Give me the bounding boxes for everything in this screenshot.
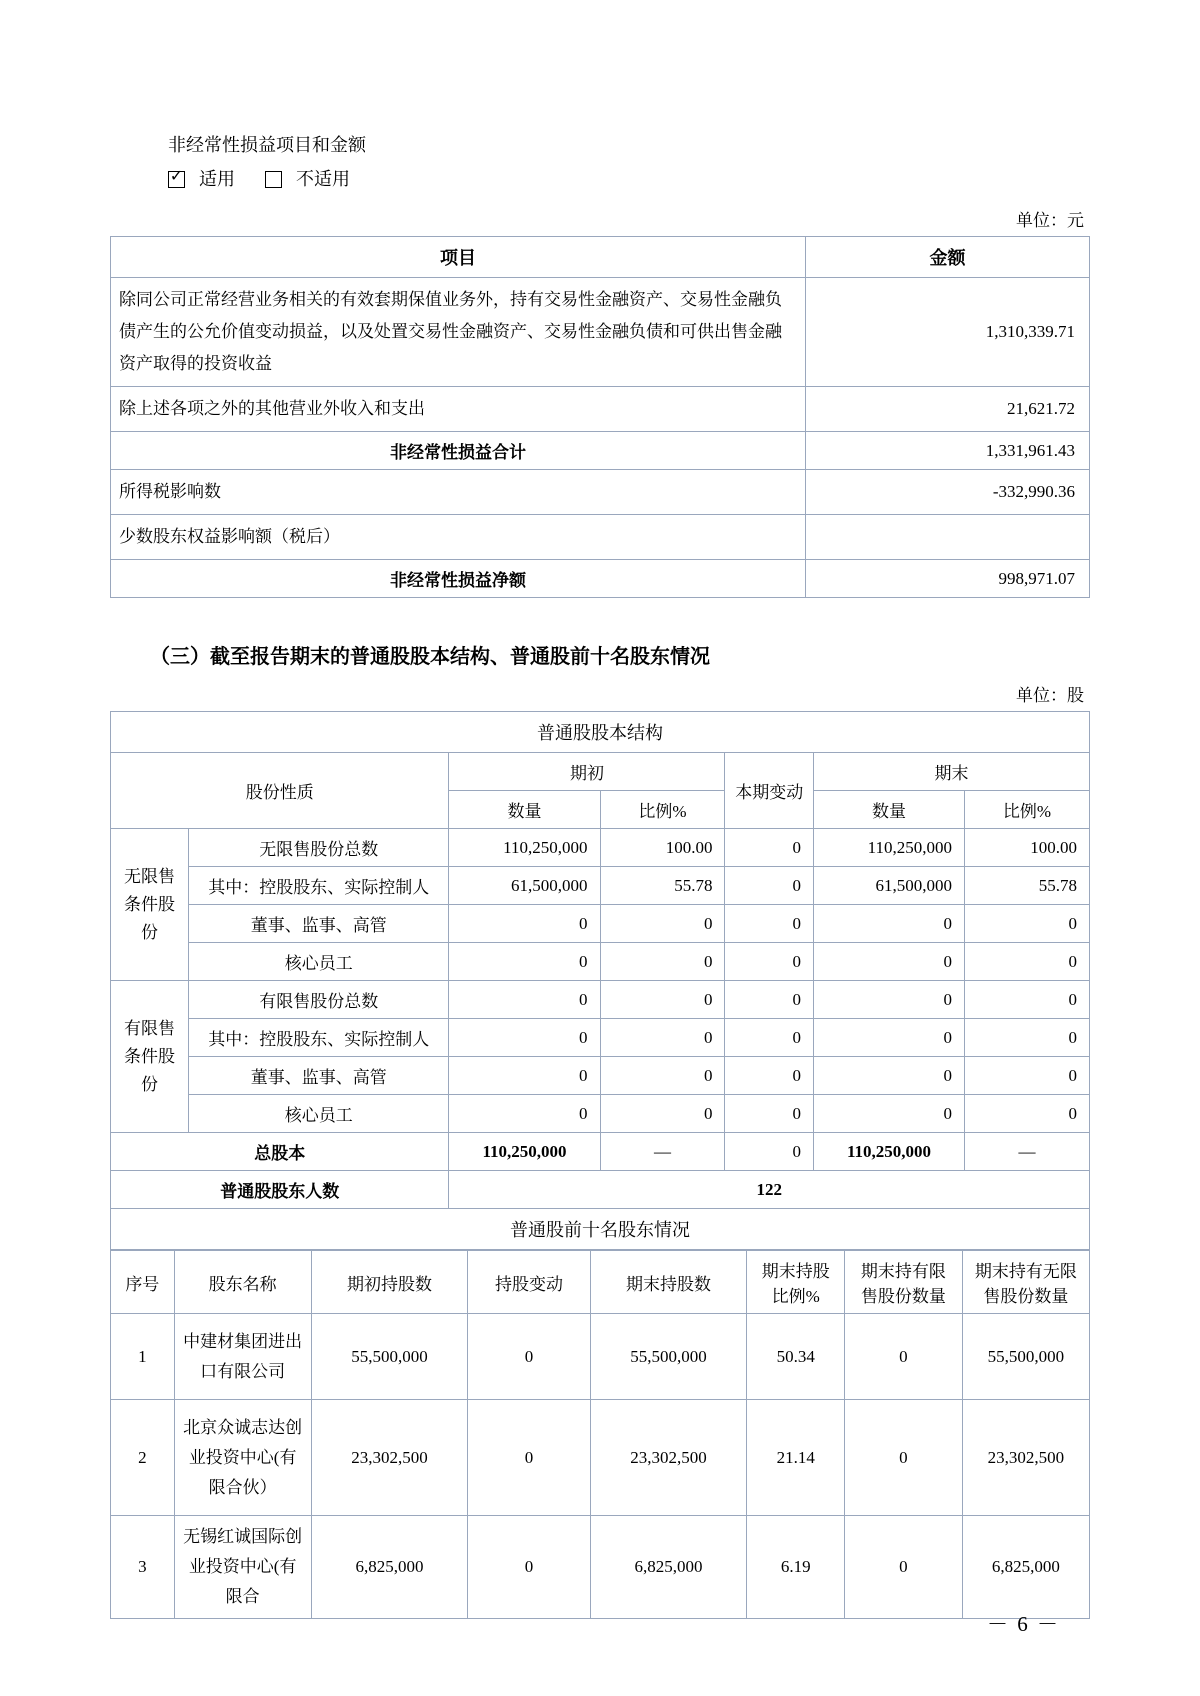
col-header-end-unrestricted: 期末持有无限售股份数量 <box>962 1251 1089 1314</box>
col-header-end-qty: 数量 <box>813 791 964 829</box>
table-header-row <box>111 1251 1090 1314</box>
col-header-shares-change: 持股变动 <box>468 1251 590 1314</box>
end-qty: 0 <box>813 1095 964 1133</box>
table-total-row <box>111 1133 1090 1171</box>
row-label: 其中：控股股东、实际控制人 <box>189 867 449 905</box>
row-item-label: 所得税影响数 <box>111 470 806 515</box>
table-row <box>111 1314 1090 1400</box>
table-row <box>111 470 1090 515</box>
holder-end-unrestricted: 23,302,500 <box>962 1400 1089 1516</box>
end-ratio: 0 <box>965 905 1090 943</box>
col-header-end: 期末 <box>813 753 1089 791</box>
holder-begin-shares: 55,500,000 <box>311 1314 468 1400</box>
col-header-begin-shares: 期初持股数 <box>311 1251 468 1314</box>
end-qty: 110,250,000 <box>813 829 964 867</box>
applicable-checkbox[interactable] <box>168 171 185 188</box>
holder-end-ratio: 50.34 <box>747 1314 845 1400</box>
begin-qty: 61,500,000 <box>449 867 600 905</box>
holder-end-shares: 55,500,000 <box>590 1314 747 1400</box>
holder-end-unrestricted: 55,500,000 <box>962 1314 1089 1400</box>
total-begin-ratio: — <box>600 1133 725 1171</box>
row-item-amount: 998,971.07 <box>806 560 1090 598</box>
holder-name: 北京众诚志达创业投资中心(有限合伙） <box>174 1400 311 1516</box>
end-ratio: 55.78 <box>965 867 1090 905</box>
holder-shares-change: 0 <box>468 1516 590 1619</box>
begin-ratio: 55.78 <box>600 867 725 905</box>
row-item-amount: 21,621.72 <box>806 387 1090 432</box>
table-header-row <box>111 237 1090 278</box>
top-holders-table <box>110 1250 1090 1619</box>
end-ratio: 0 <box>965 981 1090 1019</box>
table-caption-row <box>111 712 1090 753</box>
nonrecurring-items-table <box>110 236 1090 598</box>
holder-no: 1 <box>111 1314 175 1400</box>
change: 0 <box>725 905 814 943</box>
row-item-label: 非经常性损益合计 <box>111 432 806 470</box>
holder-name: 无锡红诚国际创业投资中心(有限合 <box>174 1516 311 1619</box>
begin-ratio: 0 <box>600 1019 725 1057</box>
col-header-amount: 金额 <box>806 237 1090 278</box>
holder-name: 中建材集团进出口有限公司 <box>174 1314 311 1400</box>
begin-ratio: 100.00 <box>600 829 725 867</box>
holders-count-label: 普通股股东人数 <box>111 1171 449 1209</box>
begin-qty: 0 <box>449 1057 600 1095</box>
table-row <box>111 560 1090 598</box>
end-qty: 0 <box>813 943 964 981</box>
row-label: 其中：控股股东、实际控制人 <box>189 1019 449 1057</box>
begin-ratio: 0 <box>600 943 725 981</box>
holder-end-shares: 6,825,000 <box>590 1516 747 1619</box>
total-label: 总股本 <box>111 1133 449 1171</box>
holder-end-ratio: 21.14 <box>747 1400 845 1516</box>
holder-end-unrestricted: 6,825,000 <box>962 1516 1089 1619</box>
table-row <box>111 905 1090 943</box>
table-row <box>111 1057 1090 1095</box>
caption-top-holders: 普通股前十名股东情况 <box>111 1209 1090 1250</box>
row-label: 有限售股份总数 <box>189 981 449 1019</box>
page-number: － 6 － <box>987 1612 1060 1636</box>
end-qty: 61,500,000 <box>813 867 964 905</box>
table-row <box>111 515 1090 560</box>
holder-shares-change: 0 <box>468 1314 590 1400</box>
row-item-label: 除同公司正常经营业务相关的有效套期保值业务外，持有交易性金融资产、交易性金融负债产生的公允价值变动损益，以及处置交易性金融资产、交易性金融负债和可供出售金融资产取得的投资收益 <box>111 278 806 387</box>
row-item-label: 非经常性损益净额 <box>111 560 806 598</box>
applicability-row <box>168 164 1090 194</box>
table-caption-row <box>111 1209 1090 1250</box>
begin-ratio: 0 <box>600 1057 725 1095</box>
holder-begin-shares: 23,302,500 <box>311 1400 468 1516</box>
holder-end-shares: 23,302,500 <box>590 1400 747 1516</box>
row-label: 无限售股份总数 <box>189 829 449 867</box>
change: 0 <box>725 1019 814 1057</box>
begin-qty: 0 <box>449 943 600 981</box>
table-row <box>111 943 1090 981</box>
holder-end-restricted: 0 <box>845 1400 962 1516</box>
col-header-begin-qty: 数量 <box>449 791 600 829</box>
row-label: 董事、监事、高管 <box>189 1057 449 1095</box>
end-qty: 0 <box>813 981 964 1019</box>
table-row <box>111 1019 1090 1057</box>
row-label: 核心员工 <box>189 1095 449 1133</box>
total-change: 0 <box>725 1133 814 1171</box>
group-label-unrestricted: 无限售条件股份 <box>111 829 189 981</box>
unit-yuan-label: 单位：元 <box>1016 211 1084 230</box>
col-header-begin: 期初 <box>449 753 725 791</box>
end-ratio: 0 <box>965 943 1090 981</box>
row-item-label: 除上述各项之外的其他营业外收入和支出 <box>111 387 806 432</box>
table-row <box>111 1400 1090 1516</box>
holder-no: 2 <box>111 1400 175 1516</box>
change: 0 <box>725 867 814 905</box>
table-row <box>111 829 1090 867</box>
row-item-amount: -332,990.36 <box>806 470 1090 515</box>
change: 0 <box>725 981 814 1019</box>
col-header-end-shares: 期末持股数 <box>590 1251 747 1314</box>
col-header-item: 项目 <box>111 237 806 278</box>
begin-ratio: 0 <box>600 1095 725 1133</box>
row-label: 核心员工 <box>189 943 449 981</box>
row-item-amount: 1,331,961.43 <box>806 432 1090 470</box>
section-title: （三）截至报告期末的普通股股本结构、普通股前十名股东情况 <box>150 646 710 668</box>
begin-ratio: 0 <box>600 981 725 1019</box>
change: 0 <box>725 943 814 981</box>
table-row <box>111 981 1090 1019</box>
not-applicable-checkbox[interactable] <box>265 171 282 188</box>
end-qty: 0 <box>813 1019 964 1057</box>
row-item-amount: 1,310,339.71 <box>806 278 1090 387</box>
holder-end-restricted: 0 <box>845 1314 962 1400</box>
col-header-begin-ratio: 比例% <box>600 791 725 829</box>
total-begin-qty: 110,250,000 <box>449 1133 600 1171</box>
col-header-end-ratio: 比例% <box>965 791 1090 829</box>
total-end-qty: 110,250,000 <box>813 1133 964 1171</box>
table-row <box>111 278 1090 387</box>
holders-count-value: 122 <box>449 1171 1090 1209</box>
change: 0 <box>725 1057 814 1095</box>
row-label: 董事、监事、高管 <box>189 905 449 943</box>
intro-text: 非经常性损益项目和金额 <box>168 135 366 155</box>
holder-no: 3 <box>111 1516 175 1619</box>
holder-end-restricted: 0 <box>845 1516 962 1619</box>
col-header-nature: 股份性质 <box>111 753 449 829</box>
end-ratio: 0 <box>965 1095 1090 1133</box>
begin-qty: 0 <box>449 905 600 943</box>
share-structure-table <box>110 711 1090 1250</box>
col-header-end-restricted: 期末持有限售股份数量 <box>845 1251 962 1314</box>
table-holders-count-row <box>111 1171 1090 1209</box>
total-end-ratio: — <box>965 1133 1090 1171</box>
holder-end-ratio: 6.19 <box>747 1516 845 1619</box>
table-row <box>111 1516 1090 1619</box>
not-applicable-label: 不适用 <box>296 169 350 189</box>
row-item-amount <box>806 515 1090 560</box>
caption-share-structure: 普通股股本结构 <box>111 712 1090 753</box>
begin-qty: 0 <box>449 1095 600 1133</box>
end-ratio: 0 <box>965 1019 1090 1057</box>
col-header-no: 序号 <box>111 1251 175 1314</box>
begin-ratio: 0 <box>600 905 725 943</box>
row-item-label: 少数股东权益影响额（税后） <box>111 515 806 560</box>
holder-shares-change: 0 <box>468 1400 590 1516</box>
begin-qty: 0 <box>449 981 600 1019</box>
change: 0 <box>725 829 814 867</box>
end-ratio: 0 <box>965 1057 1090 1095</box>
col-header-holder-name: 股东名称 <box>174 1251 311 1314</box>
begin-qty: 110,250,000 <box>449 829 600 867</box>
table-header-row <box>111 753 1090 791</box>
table-row <box>111 387 1090 432</box>
end-qty: 0 <box>813 905 964 943</box>
change: 0 <box>725 1095 814 1133</box>
table-row <box>111 1095 1090 1133</box>
unit-share-label: 单位：股 <box>1016 686 1084 705</box>
end-ratio: 100.00 <box>965 829 1090 867</box>
col-header-end-ratio: 期末持股比例% <box>747 1251 845 1314</box>
group-label-restricted: 有限售条件股份 <box>111 981 189 1133</box>
table-row <box>111 432 1090 470</box>
end-qty: 0 <box>813 1057 964 1095</box>
holder-begin-shares: 6,825,000 <box>311 1516 468 1619</box>
applicable-label: 适用 <box>199 169 235 189</box>
begin-qty: 0 <box>449 1019 600 1057</box>
col-header-change: 本期变动 <box>725 753 814 829</box>
table-row <box>111 867 1090 905</box>
